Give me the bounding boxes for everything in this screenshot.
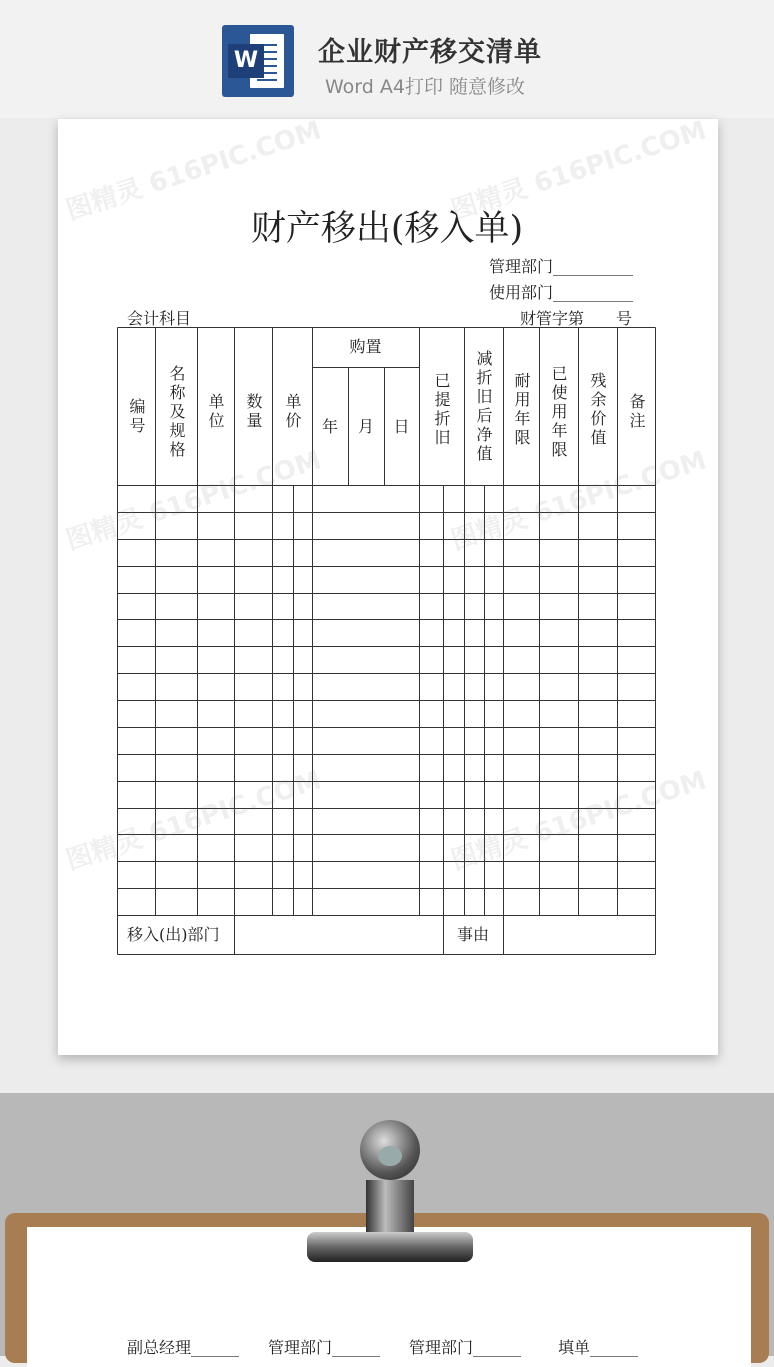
col-year: 年: [321, 417, 338, 436]
clip-knob: [360, 1120, 420, 1180]
col-purchase: 购置: [349, 337, 382, 356]
col-accum-dep: 已提折旧: [432, 372, 451, 448]
clip-body: [366, 1180, 414, 1240]
col-used-years: 已使用年限: [549, 364, 568, 460]
word-icon: W: [222, 25, 294, 97]
clip-bar: [307, 1232, 473, 1262]
col-residual: 残余价值: [588, 372, 607, 448]
col-remark: 备注: [627, 393, 646, 431]
finance-number-field: 财管字第 号: [520, 309, 633, 328]
col-unit: 单位: [206, 393, 225, 431]
page-title: 企业财产移交清单: [318, 37, 542, 68]
col-life: 耐用年限: [512, 372, 531, 448]
col-name-spec: 名称及规格: [167, 364, 186, 460]
col-price: 单价: [283, 393, 302, 431]
mgmt-dept-field: 管理部门__________: [489, 257, 634, 276]
property-table: [117, 327, 656, 955]
col-day: 日: [393, 417, 410, 436]
mgmt-dept-signature-2: 管理部门______: [409, 1338, 522, 1357]
document-title: 财产移出(移入单): [250, 209, 524, 249]
use-dept-field: 使用部门__________: [489, 283, 634, 302]
vice-gm-signature: 副总经理______: [127, 1338, 240, 1357]
col-serial: 编号: [127, 398, 146, 436]
col-net-value: 减折旧后净值: [474, 350, 493, 464]
mgmt-dept-signature-1: 管理部门______: [268, 1338, 381, 1357]
col-qty: 数量: [244, 393, 263, 431]
col-month: 月: [357, 417, 374, 436]
page-subtitle: Word A4打印 随意修改: [325, 76, 526, 98]
footer-reason-label: 事由: [456, 925, 489, 944]
header-banner: [0, 0, 774, 118]
footer-dept-label: 移入(出)部门: [127, 925, 220, 944]
account-field: 会计科目________: [127, 309, 256, 328]
filled-by-signature: 填单______: [558, 1338, 639, 1357]
